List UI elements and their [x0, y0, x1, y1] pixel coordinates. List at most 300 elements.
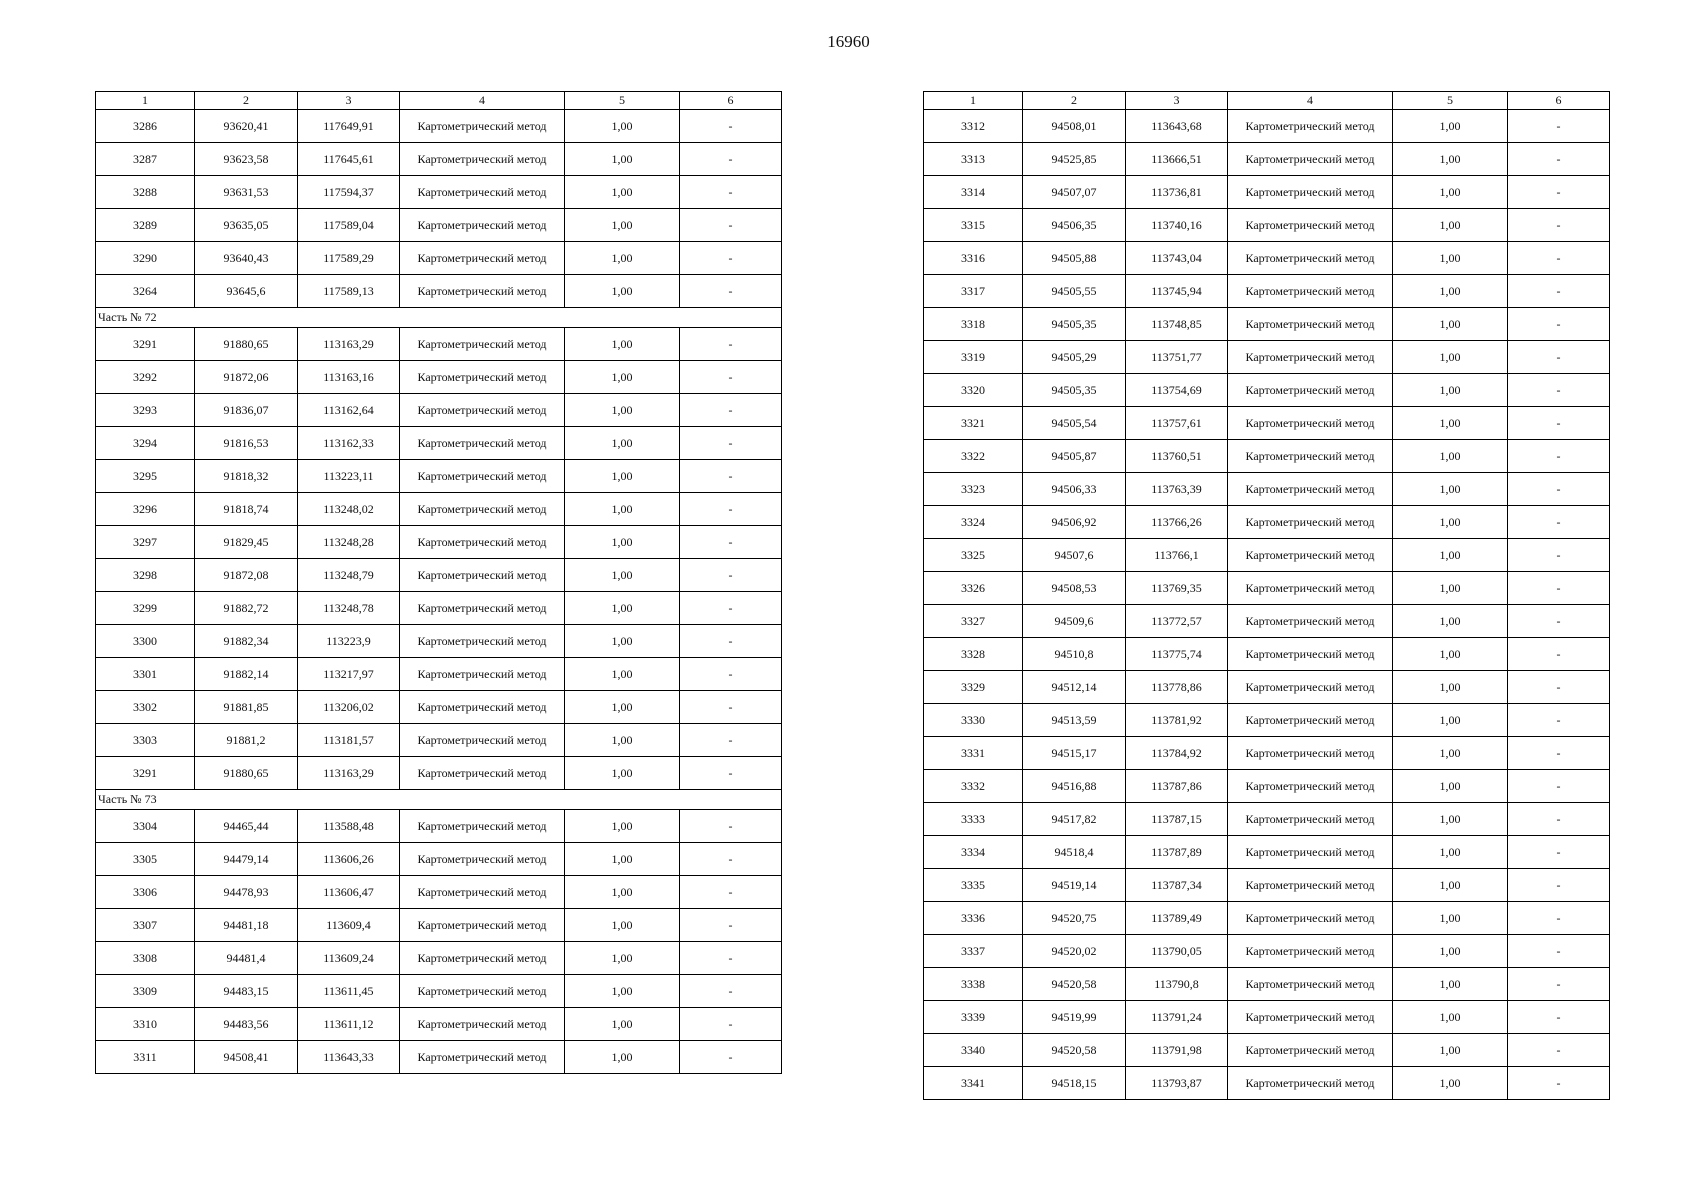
x-coordinate-cell: 91881,85	[195, 691, 298, 724]
point-number-cell: 3291	[96, 757, 195, 790]
x-coordinate-cell: 94513,59	[1023, 704, 1126, 737]
table-row	[96, 909, 782, 942]
accuracy-cell: 1,00	[1393, 407, 1508, 440]
note-cell: -	[680, 361, 782, 394]
table-row	[924, 605, 1610, 638]
table-row	[924, 935, 1610, 968]
table-row	[924, 869, 1610, 902]
table-row	[96, 658, 782, 691]
y-coordinate-cell: 113217,97	[298, 658, 400, 691]
note-cell: -	[1508, 836, 1610, 869]
table-row	[96, 559, 782, 592]
note-cell: -	[1508, 407, 1610, 440]
table-row	[96, 242, 782, 275]
table-row	[96, 209, 782, 242]
y-coordinate-cell: 117589,29	[298, 242, 400, 275]
x-coordinate-cell: 91816,53	[195, 427, 298, 460]
note-cell: -	[680, 275, 782, 308]
point-number-cell: 3320	[924, 374, 1023, 407]
x-coordinate-cell: 94506,35	[1023, 209, 1126, 242]
note-cell: -	[1508, 1001, 1610, 1034]
point-number-cell: 3340	[924, 1034, 1023, 1067]
method-cell: Картометрический метод	[1228, 440, 1393, 473]
x-coordinate-cell: 94520,75	[1023, 902, 1126, 935]
y-coordinate-cell: 113748,85	[1126, 308, 1228, 341]
method-cell: Картометрический метод	[1228, 275, 1393, 308]
x-coordinate-cell: 94508,01	[1023, 110, 1126, 143]
accuracy-cell: 1,00	[565, 242, 680, 275]
method-cell: Картометрический метод	[1228, 836, 1393, 869]
y-coordinate-cell: 113606,26	[298, 843, 400, 876]
point-number-cell: 3301	[96, 658, 195, 691]
accuracy-cell: 1,00	[1393, 308, 1508, 341]
table-row	[924, 110, 1610, 143]
note-cell: -	[680, 176, 782, 209]
point-number-cell: 3305	[96, 843, 195, 876]
method-cell: Картометрический метод	[400, 143, 565, 176]
y-coordinate-cell: 113778,86	[1126, 671, 1228, 704]
note-cell: -	[1508, 341, 1610, 374]
x-coordinate-cell: 94508,41	[195, 1041, 298, 1074]
y-coordinate-cell: 113791,24	[1126, 1001, 1228, 1034]
y-coordinate-cell: 113766,1	[1126, 539, 1228, 572]
method-cell: Картометрический метод	[400, 427, 565, 460]
x-coordinate-cell: 94479,14	[195, 843, 298, 876]
method-cell: Картометрический метод	[1228, 902, 1393, 935]
accuracy-cell: 1,00	[565, 275, 680, 308]
x-coordinate-cell: 94510,8	[1023, 638, 1126, 671]
table-row	[924, 836, 1610, 869]
note-cell: -	[680, 328, 782, 361]
note-cell: -	[1508, 473, 1610, 506]
y-coordinate-cell: 113163,29	[298, 757, 400, 790]
accuracy-cell: 1,00	[1393, 770, 1508, 803]
method-cell: Картометрический метод	[400, 843, 565, 876]
point-number-cell: 3331	[924, 737, 1023, 770]
table-row	[924, 902, 1610, 935]
accuracy-cell: 1,00	[565, 427, 680, 460]
method-cell: Картометрический метод	[400, 559, 565, 592]
note-cell: -	[680, 110, 782, 143]
section-row	[96, 308, 782, 328]
y-coordinate-cell: 113784,92	[1126, 737, 1228, 770]
note-cell: -	[680, 942, 782, 975]
x-coordinate-cell: 94505,88	[1023, 242, 1126, 275]
accuracy-cell: 1,00	[565, 460, 680, 493]
accuracy-cell: 1,00	[1393, 935, 1508, 968]
method-cell: Картометрический метод	[400, 757, 565, 790]
table-row	[96, 460, 782, 493]
method-cell: Картометрический метод	[1228, 506, 1393, 539]
x-coordinate-cell: 94507,6	[1023, 539, 1126, 572]
accuracy-cell: 1,00	[1393, 836, 1508, 869]
table-row	[96, 757, 782, 790]
x-coordinate-cell: 94507,07	[1023, 176, 1126, 209]
column-header: 3	[298, 92, 400, 110]
note-cell: -	[680, 559, 782, 592]
note-cell: -	[1508, 110, 1610, 143]
accuracy-cell: 1,00	[565, 625, 680, 658]
x-coordinate-cell: 94505,87	[1023, 440, 1126, 473]
method-cell: Картометрический метод	[400, 394, 565, 427]
point-number-cell: 3332	[924, 770, 1023, 803]
table-row	[96, 1008, 782, 1041]
column-header: 2	[1023, 92, 1126, 110]
y-coordinate-cell: 113757,61	[1126, 407, 1228, 440]
note-cell: -	[1508, 143, 1610, 176]
method-cell: Картометрический метод	[1228, 341, 1393, 374]
column-header: 4	[1228, 92, 1393, 110]
point-number-cell: 3300	[96, 625, 195, 658]
x-coordinate-cell: 94478,93	[195, 876, 298, 909]
x-coordinate-cell: 94518,4	[1023, 836, 1126, 869]
point-number-cell: 3322	[924, 440, 1023, 473]
accuracy-cell: 1,00	[565, 724, 680, 757]
accuracy-cell: 1,00	[565, 361, 680, 394]
column-header: 4	[400, 92, 565, 110]
x-coordinate-cell: 93640,43	[195, 242, 298, 275]
point-number-cell: 3299	[96, 592, 195, 625]
method-cell: Картометрический метод	[1228, 473, 1393, 506]
note-cell: -	[1508, 704, 1610, 737]
point-number-cell: 3308	[96, 942, 195, 975]
table-row	[924, 440, 1610, 473]
y-coordinate-cell: 113223,11	[298, 460, 400, 493]
point-number-cell: 3330	[924, 704, 1023, 737]
x-coordinate-cell: 91829,45	[195, 526, 298, 559]
point-number-cell: 3295	[96, 460, 195, 493]
section-label: Часть № 73	[96, 790, 782, 810]
method-cell: Картометрический метод	[400, 942, 565, 975]
note-cell: -	[680, 526, 782, 559]
y-coordinate-cell: 117589,13	[298, 275, 400, 308]
note-cell: -	[680, 493, 782, 526]
y-coordinate-cell: 113163,16	[298, 361, 400, 394]
point-number-cell: 3314	[924, 176, 1023, 209]
point-number-cell: 3264	[96, 275, 195, 308]
x-coordinate-cell: 94509,6	[1023, 605, 1126, 638]
y-coordinate-cell: 113754,69	[1126, 374, 1228, 407]
accuracy-cell: 1,00	[565, 1008, 680, 1041]
note-cell: -	[1508, 935, 1610, 968]
note-cell: -	[680, 909, 782, 942]
note-cell: -	[1508, 770, 1610, 803]
note-cell: -	[1508, 572, 1610, 605]
accuracy-cell: 1,00	[1393, 374, 1508, 407]
point-number-cell: 3287	[96, 143, 195, 176]
method-cell: Картометрический метод	[400, 810, 565, 843]
method-cell: Картометрический метод	[400, 1008, 565, 1041]
y-coordinate-cell: 113751,77	[1126, 341, 1228, 374]
accuracy-cell: 1,00	[565, 843, 680, 876]
point-number-cell: 3292	[96, 361, 195, 394]
y-coordinate-cell: 113248,78	[298, 592, 400, 625]
x-coordinate-cell: 94505,55	[1023, 275, 1126, 308]
x-coordinate-cell: 94483,56	[195, 1008, 298, 1041]
x-coordinate-cell: 94506,33	[1023, 473, 1126, 506]
method-cell: Картометрический метод	[400, 592, 565, 625]
accuracy-cell: 1,00	[1393, 605, 1508, 638]
table-row	[924, 968, 1610, 1001]
method-cell: Картометрический метод	[400, 275, 565, 308]
y-coordinate-cell: 113787,15	[1126, 803, 1228, 836]
note-cell: -	[1508, 605, 1610, 638]
accuracy-cell: 1,00	[565, 143, 680, 176]
point-number-cell: 3323	[924, 473, 1023, 506]
table-row	[96, 176, 782, 209]
table-row	[924, 737, 1610, 770]
y-coordinate-cell: 113743,04	[1126, 242, 1228, 275]
accuracy-cell: 1,00	[565, 176, 680, 209]
accuracy-cell: 1,00	[1393, 1001, 1508, 1034]
point-number-cell: 3339	[924, 1001, 1023, 1034]
note-cell: -	[680, 1041, 782, 1074]
accuracy-cell: 1,00	[565, 394, 680, 427]
note-cell: -	[1508, 869, 1610, 902]
table-row	[924, 1067, 1610, 1100]
x-coordinate-cell: 94519,99	[1023, 1001, 1126, 1034]
x-coordinate-cell: 94465,44	[195, 810, 298, 843]
table-row	[924, 539, 1610, 572]
note-cell: -	[680, 724, 782, 757]
x-coordinate-cell: 94517,82	[1023, 803, 1126, 836]
table-row	[96, 625, 782, 658]
y-coordinate-cell: 113745,94	[1126, 275, 1228, 308]
table-row	[96, 328, 782, 361]
method-cell: Картометрический метод	[1228, 605, 1393, 638]
point-number-cell: 3286	[96, 110, 195, 143]
accuracy-cell: 1,00	[1393, 1067, 1508, 1100]
accuracy-cell: 1,00	[1393, 110, 1508, 143]
note-cell: -	[1508, 737, 1610, 770]
note-cell: -	[680, 394, 782, 427]
accuracy-cell: 1,00	[565, 876, 680, 909]
x-coordinate-cell: 94518,15	[1023, 1067, 1126, 1100]
x-coordinate-cell: 94505,35	[1023, 308, 1126, 341]
table-header-row	[924, 92, 1610, 110]
x-coordinate-cell: 91881,2	[195, 724, 298, 757]
table-row	[924, 275, 1610, 308]
y-coordinate-cell: 113787,86	[1126, 770, 1228, 803]
method-cell: Картометрический метод	[1228, 704, 1393, 737]
x-coordinate-cell: 93635,05	[195, 209, 298, 242]
column-header: 3	[1126, 92, 1228, 110]
accuracy-cell: 1,00	[1393, 176, 1508, 209]
table-row	[924, 770, 1610, 803]
method-cell: Картометрический метод	[400, 526, 565, 559]
table-row	[924, 572, 1610, 605]
method-cell: Картометрический метод	[400, 242, 565, 275]
table-row	[924, 143, 1610, 176]
method-cell: Картометрический метод	[400, 909, 565, 942]
point-number-cell: 3338	[924, 968, 1023, 1001]
table-row	[96, 526, 782, 559]
note-cell: -	[1508, 308, 1610, 341]
point-number-cell: 3307	[96, 909, 195, 942]
y-coordinate-cell: 113775,74	[1126, 638, 1228, 671]
x-coordinate-cell: 91872,06	[195, 361, 298, 394]
method-cell: Картометрический метод	[1228, 110, 1393, 143]
x-coordinate-cell: 94520,02	[1023, 935, 1126, 968]
table-row	[96, 1041, 782, 1074]
method-cell: Картометрический метод	[400, 658, 565, 691]
accuracy-cell: 1,00	[1393, 209, 1508, 242]
point-number-cell: 3302	[96, 691, 195, 724]
column-header: 5	[1393, 92, 1508, 110]
point-number-cell: 3337	[924, 935, 1023, 968]
note-cell: -	[680, 757, 782, 790]
method-cell: Картометрический метод	[1228, 143, 1393, 176]
point-number-cell: 3298	[96, 559, 195, 592]
table-row	[924, 704, 1610, 737]
y-coordinate-cell: 113793,87	[1126, 1067, 1228, 1100]
column-header: 6	[680, 92, 782, 110]
note-cell: -	[680, 143, 782, 176]
y-coordinate-cell: 113763,39	[1126, 473, 1228, 506]
point-number-cell: 3309	[96, 975, 195, 1008]
y-coordinate-cell: 113223,9	[298, 625, 400, 658]
point-number-cell: 3325	[924, 539, 1023, 572]
method-cell: Картометрический метод	[1228, 638, 1393, 671]
note-cell: -	[1508, 539, 1610, 572]
accuracy-cell: 1,00	[565, 1041, 680, 1074]
point-number-cell: 3313	[924, 143, 1023, 176]
x-coordinate-cell: 94508,53	[1023, 572, 1126, 605]
note-cell: -	[1508, 242, 1610, 275]
accuracy-cell: 1,00	[1393, 341, 1508, 374]
point-number-cell: 3327	[924, 605, 1023, 638]
point-number-cell: 3334	[924, 836, 1023, 869]
table-row	[96, 942, 782, 975]
y-coordinate-cell: 113736,81	[1126, 176, 1228, 209]
table-row	[96, 843, 782, 876]
y-coordinate-cell: 113643,33	[298, 1041, 400, 1074]
accuracy-cell: 1,00	[565, 328, 680, 361]
y-coordinate-cell: 113740,16	[1126, 209, 1228, 242]
x-coordinate-cell: 93631,53	[195, 176, 298, 209]
accuracy-cell: 1,00	[565, 810, 680, 843]
point-number-cell: 3291	[96, 328, 195, 361]
method-cell: Картометрический метод	[1228, 1067, 1393, 1100]
x-coordinate-cell: 91836,07	[195, 394, 298, 427]
accuracy-cell: 1,00	[1393, 143, 1508, 176]
column-header: 1	[924, 92, 1023, 110]
x-coordinate-cell: 93620,41	[195, 110, 298, 143]
y-coordinate-cell: 113611,12	[298, 1008, 400, 1041]
x-coordinate-cell: 94481,4	[195, 942, 298, 975]
accuracy-cell: 1,00	[1393, 968, 1508, 1001]
method-cell: Картометрический метод	[1228, 407, 1393, 440]
method-cell: Картометрический метод	[400, 361, 565, 394]
y-coordinate-cell: 113588,48	[298, 810, 400, 843]
point-number-cell: 3306	[96, 876, 195, 909]
note-cell: -	[1508, 803, 1610, 836]
point-number-cell: 3333	[924, 803, 1023, 836]
section-label: Часть № 72	[96, 308, 782, 328]
y-coordinate-cell: 113791,98	[1126, 1034, 1228, 1067]
section-row	[96, 790, 782, 810]
table-header-row	[96, 92, 782, 110]
table-row	[96, 493, 782, 526]
accuracy-cell: 1,00	[565, 757, 680, 790]
x-coordinate-cell: 91818,74	[195, 493, 298, 526]
accuracy-cell: 1,00	[1393, 638, 1508, 671]
point-number-cell: 3319	[924, 341, 1023, 374]
point-number-cell: 3304	[96, 810, 195, 843]
accuracy-cell: 1,00	[565, 110, 680, 143]
note-cell: -	[680, 843, 782, 876]
column-header: 1	[96, 92, 195, 110]
accuracy-cell: 1,00	[565, 658, 680, 691]
point-number-cell: 3321	[924, 407, 1023, 440]
note-cell: -	[680, 209, 782, 242]
x-coordinate-cell: 94505,54	[1023, 407, 1126, 440]
note-cell: -	[1508, 506, 1610, 539]
x-coordinate-cell: 91880,65	[195, 328, 298, 361]
point-number-cell: 3329	[924, 671, 1023, 704]
point-number-cell: 3312	[924, 110, 1023, 143]
method-cell: Картометрический метод	[400, 876, 565, 909]
accuracy-cell: 1,00	[1393, 803, 1508, 836]
point-number-cell: 3289	[96, 209, 195, 242]
table-row	[96, 275, 782, 308]
accuracy-cell: 1,00	[1393, 902, 1508, 935]
method-cell: Картометрический метод	[400, 110, 565, 143]
method-cell: Картометрический метод	[400, 1041, 565, 1074]
y-coordinate-cell: 113769,35	[1126, 572, 1228, 605]
accuracy-cell: 1,00	[1393, 1034, 1508, 1067]
y-coordinate-cell: 117589,04	[298, 209, 400, 242]
point-number-cell: 3328	[924, 638, 1023, 671]
x-coordinate-cell: 91880,65	[195, 757, 298, 790]
method-cell: Картометрический метод	[1228, 242, 1393, 275]
y-coordinate-cell: 113609,4	[298, 909, 400, 942]
table-row	[96, 876, 782, 909]
method-cell: Картометрический метод	[400, 460, 565, 493]
note-cell: -	[1508, 902, 1610, 935]
x-coordinate-cell: 93645,6	[195, 275, 298, 308]
accuracy-cell: 1,00	[565, 526, 680, 559]
table-row	[924, 308, 1610, 341]
table-row	[924, 671, 1610, 704]
table-row	[924, 638, 1610, 671]
method-cell: Картометрический метод	[1228, 1001, 1393, 1034]
point-number-cell: 3324	[924, 506, 1023, 539]
accuracy-cell: 1,00	[1393, 242, 1508, 275]
point-number-cell: 3317	[924, 275, 1023, 308]
x-coordinate-cell: 94520,58	[1023, 1034, 1126, 1067]
accuracy-cell: 1,00	[565, 209, 680, 242]
method-cell: Картометрический метод	[400, 625, 565, 658]
method-cell: Картометрический метод	[400, 691, 565, 724]
note-cell: -	[1508, 374, 1610, 407]
table-row	[96, 394, 782, 427]
y-coordinate-cell: 113248,02	[298, 493, 400, 526]
x-coordinate-cell: 94483,15	[195, 975, 298, 1008]
method-cell: Картометрический метод	[1228, 572, 1393, 605]
note-cell: -	[1508, 671, 1610, 704]
x-coordinate-cell: 94516,88	[1023, 770, 1126, 803]
x-coordinate-cell: 94520,58	[1023, 968, 1126, 1001]
table-row	[924, 506, 1610, 539]
y-coordinate-cell: 113181,57	[298, 724, 400, 757]
method-cell: Картометрический метод	[400, 493, 565, 526]
method-cell: Картометрический метод	[1228, 968, 1393, 1001]
y-coordinate-cell: 113766,26	[1126, 506, 1228, 539]
y-coordinate-cell: 117649,91	[298, 110, 400, 143]
x-coordinate-cell: 91882,34	[195, 625, 298, 658]
x-coordinate-cell: 94505,35	[1023, 374, 1126, 407]
